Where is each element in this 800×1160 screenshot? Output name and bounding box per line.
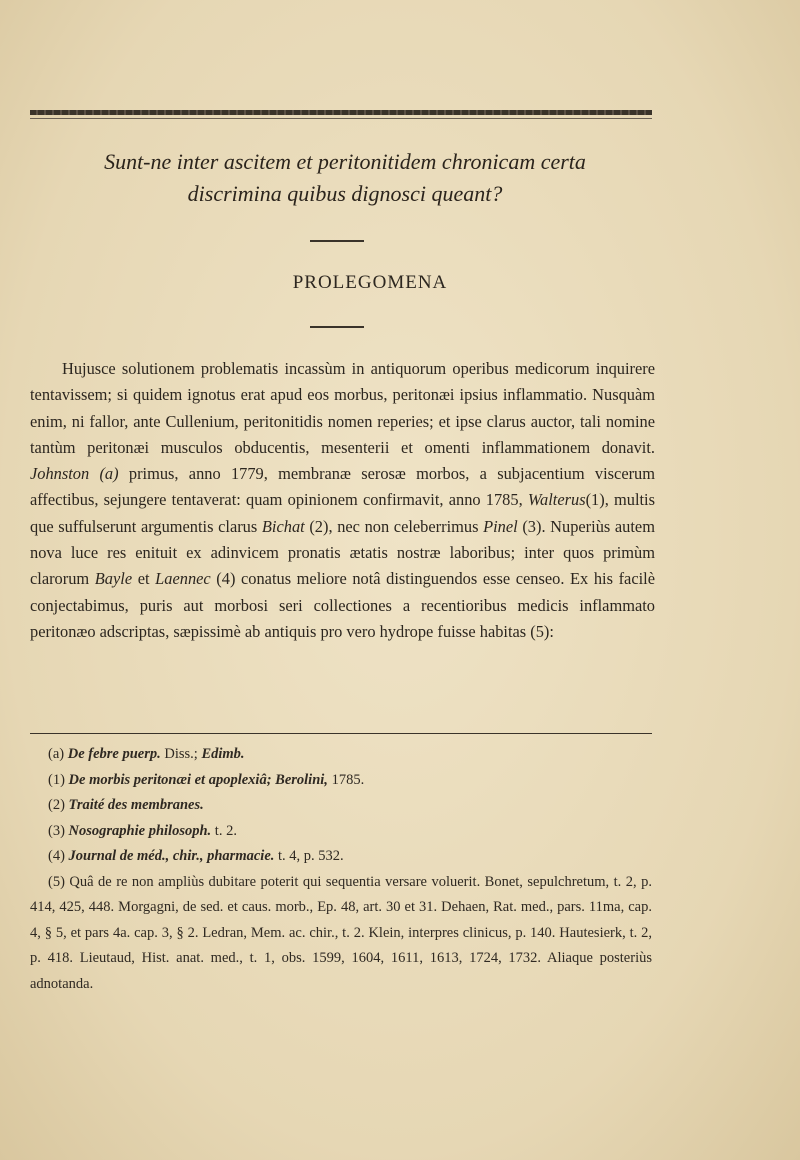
footnote-3 — [30, 819, 652, 845]
footnote-mark: (a) — [48, 746, 65, 762]
header-rule-thin — [30, 118, 652, 119]
footnote-mark: (1) — [48, 771, 65, 788]
author-walterus: Walterus — [527, 490, 586, 510]
author-pinel: Pinel — [483, 516, 518, 536]
question-title — [30, 146, 660, 210]
footnote-rule — [30, 733, 652, 734]
footnote-2 — [30, 793, 652, 819]
footnote-5: (5) Quâ de re non ampliùs dubitare poterit qui sequentia versare voluerit. Bonet, sepulchretum, t. 2, p. 414, 425, 448. Morgagni, de sed. et caus. morb., Ep. 48, art. 30 et 31. Dehaen, Rat. med., pars. 11ma, cap. 4, § 5, et pars 4a. cap. 3, § 2. Ledran, Mem. ac. chir., t. 2. Klein, interpres clinicus, p. 140. Hautesierk, t. 2, p. 418. Lieutaud, Hist. anat. med., t. 1, obs. 1599, 1604, 1611, 1613, 1724, 1732. Aliaque posteriùs adnotanda. — [30, 873, 652, 992]
title-line-1: Sunt-ne inter ascitem et peritonitidem chronicam certa — [104, 149, 586, 174]
footnote-place: Edimb. — [201, 746, 245, 762]
author-laennec: Laennec — [155, 569, 211, 589]
paragraph-part-5: (3). Nuperiùs autem nova luce res enituit ex adinvicem pronatis ætatis nostræ laboribus; inter quos primùm clarorum — [30, 516, 655, 589]
paragraph-part-6: et — [137, 569, 150, 589]
footnote-detail: Diss.; — [164, 746, 198, 762]
footnote-title: Journal de méd., chir., pharmacie. — [68, 848, 275, 864]
footnote-mark: (4) — [48, 848, 65, 864]
paragraph-part-1: Hujusce solutionem problematis incassùm in antiquorum operibus medicorum inquirere tentavissem; si quidem ignotus erat apud eos morbus, peritonæi ipsius inflammatio. Nusquàm enim, ni fallor, ante Cullenium, peritonitidis nomen reperies; et ipse clarus auctor, tali nomine tantùm peritonæi musculos obducentis, mesenterii et omenti inflammationem donavit. — [30, 359, 655, 457]
header-rule — [30, 110, 652, 115]
footnotes — [30, 742, 652, 997]
footnote-title: De morbis peritonæi et apoplexiâ; Berolini, — [68, 771, 328, 788]
title-line-2: discrimina quibus dignosci queant? — [187, 181, 503, 206]
footnote-detail: t. 2. — [214, 822, 237, 839]
paragraph-part-4: (2), nec non celeberrimus — [309, 516, 479, 536]
footnote-title: Nosographie philosoph. — [68, 822, 212, 839]
paragraph-part-2: primus, anno 1779, membranæ serosæ morbos, a subjacentium viscerum affectibus, sejungere tentaverat: quam opinionem confirmavit, anno 1785, — [30, 464, 655, 510]
footnote-1 — [30, 768, 652, 794]
paragraph-part-3: (1), multis que suffulserunt argumentis clarus — [30, 490, 655, 536]
main-paragraph — [30, 356, 655, 645]
author-bayle: Bayle — [94, 569, 133, 589]
footnote-detail: t. 4, p. 532. — [278, 848, 344, 864]
separator-rule-top — [310, 240, 364, 242]
separator-rule-bottom — [310, 326, 364, 328]
author-johnston: Johnston (a) — [30, 464, 119, 484]
paragraph-part-7: (4) conatus meliore notâ distinguendos esse censeo. Ex his facilè conjectabimus, puris aut morbosi seri collectiones a recentioribus medicis inflammato peritonæo adscriptas, sæpissimè ab antiquis pro vero hydrope fuisse habitas (5): — [30, 569, 655, 641]
footnote-4 — [30, 844, 652, 870]
footnote-title: Traité des membranes. — [68, 797, 204, 813]
author-bichat: Bichat — [261, 516, 305, 536]
footnote-a — [30, 742, 652, 768]
footnote-title: De febre puerp. — [67, 746, 161, 762]
footnote-detail: 1785. — [331, 771, 365, 788]
section-heading: PROLEGOMENA — [292, 272, 448, 293]
footnote-mark: (2) — [48, 797, 65, 813]
footnote-mark: (3) — [48, 822, 65, 839]
